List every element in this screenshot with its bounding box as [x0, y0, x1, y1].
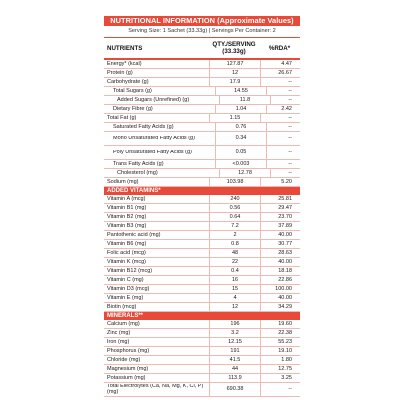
nutrient-name: Chloride (mg) — [107, 357, 141, 363]
serving-info: Serving Size: 1 Sachet (33.33g) | Servings Per Container: 2 — [128, 28, 276, 34]
nutrient-name: Vitamin B3 (mg) — [107, 223, 147, 229]
nutrient-rda: 22.86 — [260, 276, 300, 284]
nutrient-name: Trans Fatty Acids (g) — [113, 161, 164, 167]
table-row — [104, 160, 300, 169]
nutrient-rda: 4.47 — [260, 60, 300, 68]
nutrient-qty: 4 — [209, 294, 260, 302]
nutrient-qty: 2 — [209, 231, 260, 239]
nutrient-rda: -- — [260, 383, 300, 396]
nutrient-rda: 40.00 — [260, 258, 300, 266]
nutrient-name: Folic acid (mcg) — [107, 250, 146, 256]
table-row — [104, 231, 300, 240]
nutrient-name: Total Sugars (g) — [113, 88, 152, 94]
nutrient-qty: 127.87 — [209, 60, 260, 68]
nutrient-qty: 191 — [209, 347, 260, 355]
nutrients-header: NUTRIENTS — [107, 44, 143, 52]
table-row — [104, 96, 300, 105]
nutrient-name: Added Sugars (Unrefined) (g) — [117, 97, 190, 103]
table-row — [104, 178, 300, 187]
table-header — [104, 37, 300, 60]
nutrient-rda: -- — [266, 160, 300, 168]
nutrient-rda: 1.80 — [260, 356, 300, 364]
nutrient-rda: 100.00 — [260, 285, 300, 293]
table-row — [104, 105, 300, 114]
nutrient-rda: 40.00 — [260, 231, 300, 239]
nutrient-rda: 22.38 — [260, 329, 300, 337]
nutrient-name: Protein (g) — [107, 70, 133, 76]
table-row — [104, 169, 300, 178]
nutrient-rda: -- — [260, 78, 300, 86]
nutrient-qty: 11.8 — [219, 96, 270, 104]
nutrient-qty: 16 — [209, 276, 260, 284]
nutrient-qty: 12.15 — [209, 338, 260, 346]
table-row — [104, 338, 300, 347]
nutrient-rda: 18.18 — [260, 267, 300, 275]
nutrient-rda: 5.20 — [260, 178, 300, 186]
nutrient-qty: 48 — [209, 249, 260, 257]
nutrient-name: Vitamin E (mg) — [107, 295, 144, 301]
nutrient-name: Vitamin D3 (mcg) — [107, 286, 150, 292]
nutrient-rda: 19.60 — [260, 320, 300, 328]
nutrient-name: Dietary Fibre (g) — [113, 106, 153, 112]
qty-header — [209, 41, 259, 55]
table-row — [104, 276, 300, 285]
table-row — [104, 285, 300, 294]
nutrient-name: Iron (mg) — [107, 339, 130, 345]
nutrient-qty: <0.003 — [215, 160, 266, 168]
table-row — [104, 329, 300, 338]
minerals-section-title: MINERALS** — [104, 312, 300, 320]
nutrient-name: Biotin (mcg) — [107, 304, 137, 310]
table-row — [104, 132, 300, 146]
nutrient-name: Vitamin B2 (mg) — [107, 214, 147, 220]
nutrient-name: Cholesterol (mg) — [117, 170, 158, 176]
nutrient-name: Energy* (kcal) — [107, 61, 142, 67]
nutrient-qty: 22 — [209, 258, 260, 266]
nutrient-name: Poly Unsaturated Fatty Acids (g) — [113, 149, 192, 155]
nutrient-qty: 0.4 — [209, 267, 260, 275]
nutrient-qty: 12 — [209, 303, 260, 311]
nutrient-name: Vitamin B6 (mg) — [107, 241, 147, 247]
nutrient-qty: 44 — [209, 365, 260, 373]
nutrient-rda: 37.89 — [260, 222, 300, 230]
nutrient-name: Mono Unsaturated Fatty Acids (g) — [113, 135, 195, 141]
table-row — [104, 195, 300, 204]
nutrient-rda: 19.10 — [260, 347, 300, 355]
nutrient-name: Vitamin C (mg) — [107, 277, 144, 283]
table-row — [104, 294, 300, 303]
nutrient-rda: 2.42 — [266, 105, 300, 113]
nutrient-qty: 103.98 — [209, 178, 260, 186]
table-row — [104, 222, 300, 231]
nutrient-qty: 113.9 — [209, 374, 260, 382]
table-row — [104, 87, 300, 96]
nutrient-rda: -- — [270, 169, 300, 177]
nutrient-rda: 23.70 — [260, 213, 300, 221]
nutrition-panel — [104, 16, 300, 397]
nutrient-qty: 17.9 — [209, 78, 260, 86]
nutrient-qty: 1.15 — [209, 114, 260, 122]
table-row — [104, 365, 300, 374]
nutrient-qty: 7.2 — [209, 222, 260, 230]
nutrient-rda: -- — [266, 123, 300, 131]
nutrient-name: Vitamin B12 (mcg) — [107, 268, 153, 274]
nutrient-qty: 41.5 — [209, 356, 260, 364]
nutrient-qty: 1.04 — [215, 105, 266, 113]
nutrient-rda: 25.81 — [260, 195, 300, 203]
nutrient-rda: 12.75 — [260, 365, 300, 373]
table-row — [104, 114, 300, 123]
nutrient-qty: 14.55 — [215, 87, 266, 95]
table-row — [104, 303, 300, 312]
nutrient-name: Magnesium (mg) — [107, 366, 149, 372]
nutrient-name: Sodium (mg) — [107, 179, 139, 185]
nutrient-rda: 55.23 — [260, 338, 300, 346]
nutrient-name: Zinc (mg) — [107, 330, 131, 336]
nutrient-name: Saturated Fatty Acids (g) — [113, 124, 174, 130]
table-row — [104, 204, 300, 213]
vitamins-table — [104, 195, 300, 312]
nutrient-qty: 240 — [209, 195, 260, 203]
table-row — [104, 146, 300, 160]
nutrient-qty: 12 — [209, 69, 260, 77]
nutrient-rda: -- — [266, 146, 300, 159]
nutrient-name: Total Fat (g) — [107, 115, 137, 121]
nutrient-name: Potassium (mg) — [107, 375, 146, 381]
table-row — [104, 240, 300, 249]
nutrient-name: Carbohydrate (g) — [107, 79, 149, 85]
nutrient-qty: 196 — [209, 320, 260, 328]
table-row — [104, 267, 300, 276]
table-row — [104, 213, 300, 222]
nutrient-rda: -- — [266, 87, 300, 95]
nutrient-rda: -- — [270, 96, 300, 104]
table-row — [104, 249, 300, 258]
nutrient-qty: 3.2 — [209, 329, 260, 337]
table-row — [104, 258, 300, 267]
table-row — [104, 60, 300, 69]
nutrient-qty: 0.34 — [215, 132, 266, 145]
qty-header-line2: (33.33g) — [222, 48, 246, 55]
nutrient-rda: 40.00 — [260, 294, 300, 302]
nutrient-name: Vitamin B1 (mg) — [107, 205, 147, 211]
nutrient-rda: -- — [266, 132, 300, 145]
nutrition-title: NUTRITIONAL INFORMATION (Approximate Values) — [104, 16, 300, 26]
nutrient-rda: 34.29 — [260, 303, 300, 311]
table-row — [104, 356, 300, 365]
minerals-table — [104, 320, 300, 397]
vitamins-section-title: ADDED VITAMINS* — [104, 187, 300, 195]
nutrient-qty: 0.56 — [209, 204, 260, 212]
qty-header-line1: QTY./SERVING — [212, 41, 256, 48]
nutrient-rda: 30.77 — [260, 240, 300, 248]
nutrient-qty: 12.78 — [219, 169, 270, 177]
table-row — [104, 69, 300, 78]
nutrient-qty: 15 — [209, 285, 260, 293]
nutrient-name: Vitamin K (mcg) — [107, 259, 147, 265]
nutrient-rda: 29.47 — [260, 204, 300, 212]
nutrient-name: Pantothenic acid (mg) — [107, 232, 161, 238]
table-row — [104, 123, 300, 132]
nutrient-name: Phosphorus (mg) — [107, 348, 150, 354]
nutrient-name: Calcium (mg) — [107, 321, 140, 327]
nutrient-qty: 690.38 — [209, 383, 260, 396]
nutrient-name: Total Electrolytes (Ca, Na, Mg, K, Cl, P) (mg) — [107, 384, 204, 395]
table-row — [104, 347, 300, 356]
table-row — [104, 383, 300, 397]
table-row — [104, 78, 300, 87]
table-row — [104, 374, 300, 383]
nutrient-rda: -- — [260, 114, 300, 122]
nutrient-qty: 0.64 — [209, 213, 260, 221]
nutrient-rda: 3.25 — [260, 374, 300, 382]
nutrient-qty: 0.05 — [215, 146, 266, 159]
nutrient-name: Vitamin A (mcg) — [107, 196, 146, 202]
nutrient-rda: 28.63 — [260, 249, 300, 257]
nutrient-rda: 26.67 — [260, 69, 300, 77]
main-nutrients — [104, 60, 300, 187]
table-row — [104, 320, 300, 329]
rda-header: %RDA* — [268, 44, 291, 52]
nutrient-qty: 0.8 — [209, 240, 260, 248]
nutrient-qty: 0.76 — [215, 123, 266, 131]
